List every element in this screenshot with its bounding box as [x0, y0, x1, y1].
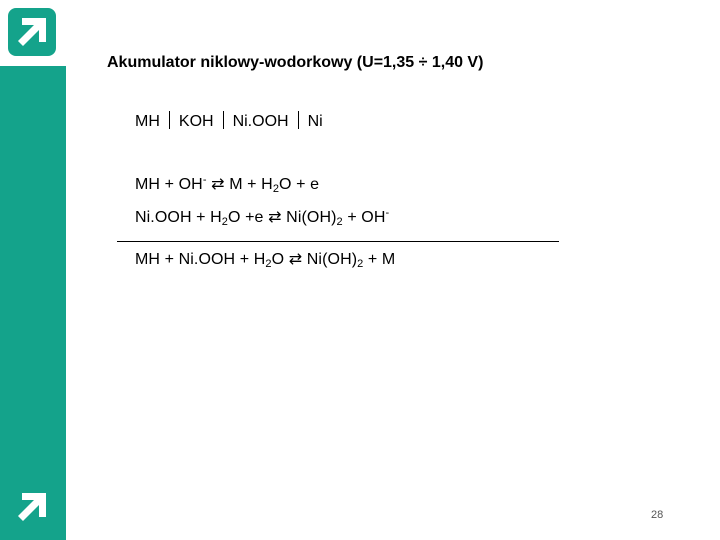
cell-part-collector: Ni: [307, 113, 323, 130]
page-number: 28: [651, 509, 664, 521]
cell-part-anode: MH: [135, 113, 160, 130]
slide-title: Akumulator niklowy-wodorkowy (U=1,35 ÷ 1,40 V): [107, 54, 484, 71]
sidebar-band: [0, 66, 66, 540]
sum-divider: [117, 241, 559, 242]
arrow-logo-icon: [8, 483, 56, 531]
cell-part-cathode: Ni.OOH: [232, 113, 289, 130]
equilibrium-arrow: ⇄: [268, 209, 282, 226]
phase-separator: [169, 111, 170, 129]
reaction-cathode: $Ni.OOH + H_2O +e$ ⇄ $Ni(OH)_2 + OH^-$: [135, 207, 390, 228]
cell-part-electrolyte: KOH: [178, 113, 214, 130]
cell-notation: [135, 111, 323, 131]
phase-separator: [298, 111, 299, 129]
equilibrium-arrow: ⇄: [211, 176, 225, 193]
reaction-anode: MH + OH- ⇄ $M + H_2O + e$: [135, 174, 320, 195]
reaction-overall: MH + $Ni.OOH + H_2O$ ⇄ $Ni(OH)_2 + M$: [135, 251, 396, 270]
arrow-logo-icon: [8, 8, 56, 56]
phase-separator: [223, 111, 224, 129]
equilibrium-arrow: ⇄: [288, 251, 303, 268]
